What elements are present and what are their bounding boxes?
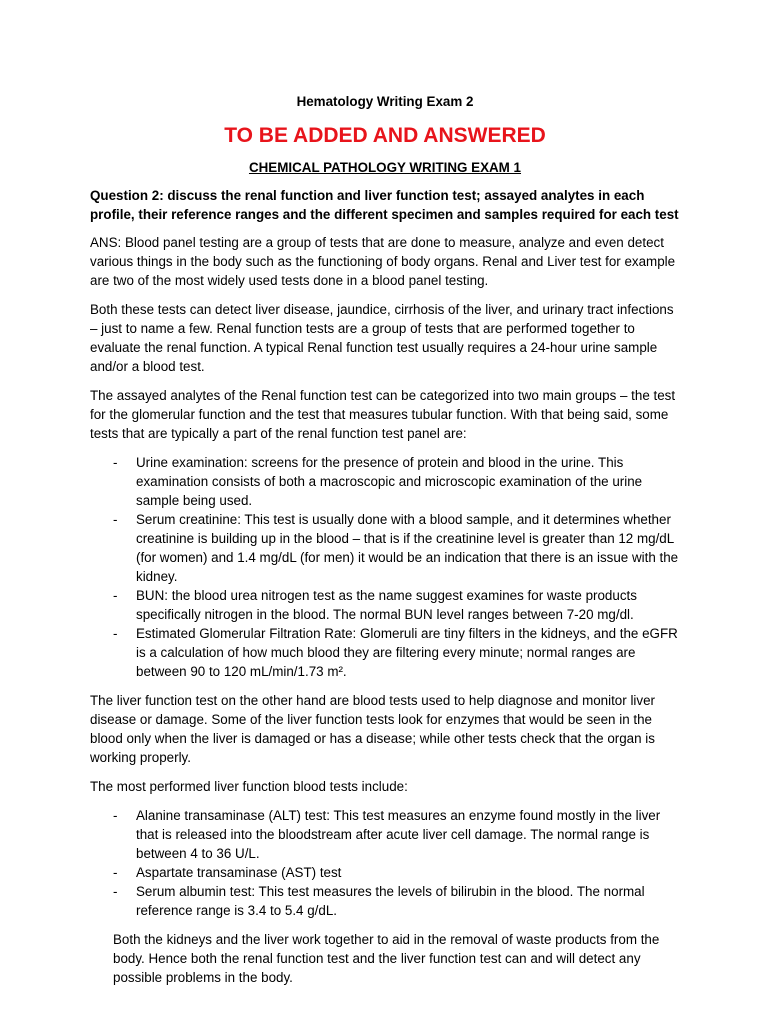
list-item-text: Serum creatinine: This test is usually done with a blood sample, and it determines whether creatinine is building up in the blood – that is if the creatinine level is greater than 12 mg/dL (for women) and 1.4 mg/dL (for men) it would be an indication that there is an issue with the kidney. xyxy=(136,512,679,584)
notice-banner: TO BE ADDED AND ANSWERED xyxy=(224,124,546,147)
list-item-text: BUN: the blood urea nitrogen test as the name suggest examines for waste products specifically nitrogen in the blood. The normal BUN level ranges between 7-20 mg/dl. xyxy=(136,588,637,622)
bullet-dash: - xyxy=(113,588,118,603)
list-item-text: Urine examination: screens for the presence of protein and blood in the urine. This examination consists of both a macroscopic and microscopic examination of the urine sample being used. xyxy=(136,455,643,508)
question-text: Question 2: discuss the renal function and liver function test; assayed analytes in each profile, their reference ranges and the different specimen and samples required for each test xyxy=(90,188,679,222)
list-item xyxy=(90,806,680,863)
paragraph-overview: Both these tests can detect liver disease, jaundice, cirrhosis of the liver, and urinary tract infections – just to name a few. Renal function tests are a group of tests that are performed together to evaluate the renal function. A typical Renal function test usually requires a 24-hour urine sample and/or a blood test. xyxy=(90,302,674,374)
liver-test-list xyxy=(90,806,680,920)
paragraph-conclusion: Both the kidneys and the liver work together to aid in the removal of waste products from the body. Hence both the renal function test and the liver function test can and will detect any possible problems in the body. xyxy=(113,932,660,985)
list-item xyxy=(90,863,680,882)
list-item-text: Estimated Glomerular Filtration Rate: Glomeruli are tiny filters in the kidneys, and the eGFR is a calculation of how much blood they are filtering every minute; normal ranges are between 90 to 120 mL/min/1.73 m². xyxy=(136,626,678,679)
paragraph-intro: ANS: Blood panel testing are a group of tests that are done to measure, analyze and even detect various things in the body such as the functioning of body organs. Renal and Liver test for example are two of the most widely used tests done in a blood panel testing. xyxy=(90,235,676,288)
bullet-dash: - xyxy=(113,455,118,470)
list-item xyxy=(90,586,680,624)
bullet-dash: - xyxy=(113,884,118,899)
exam-heading: Hematology Writing Exam 2 xyxy=(296,94,474,109)
paragraph-renal-analytes: The assayed analytes of the Renal function test can be categorized into two main groups – the test for the glomerular function and the test that measures tubular function. With that being said, some tests that are typically a part of the renal function test panel are: xyxy=(90,388,676,441)
list-item xyxy=(90,624,680,681)
bullet-dash: - xyxy=(113,865,118,880)
list-item xyxy=(90,882,680,920)
list-item-text: Serum albumin test: This test measures the levels of bilirubin in the blood. The normal reference range is 3.4 to 5.4 g/dL. xyxy=(136,884,645,918)
section-title: CHEMICAL PATHOLOGY WRITING EXAM 1 xyxy=(248,160,522,175)
list-item xyxy=(90,510,680,586)
renal-test-list xyxy=(90,453,680,681)
bullet-dash: - xyxy=(113,626,118,641)
bullet-dash: - xyxy=(113,808,118,823)
list-item-text: Aspartate transaminase (AST) test xyxy=(136,865,342,880)
list-item-text: Alanine transaminase (ALT) test: This test measures an enzyme found mostly in the liver that is released into the bloodstream after acute liver cell damage. The normal range is between 4 to 36 U/L. xyxy=(136,808,661,861)
paragraph-liver-function: The liver function test on the other hand are blood tests used to help diagnose and monitor liver disease or damage. Some of the liver function tests look for enzymes that would be seen in the blood only when the liver is damaged or has a disease; while other tests check that the organ is working properly. xyxy=(90,693,655,765)
bullet-dash: - xyxy=(113,512,118,527)
list-item xyxy=(90,453,680,510)
paragraph-liver-list-intro: The most performed liver function blood tests include: xyxy=(90,779,408,794)
